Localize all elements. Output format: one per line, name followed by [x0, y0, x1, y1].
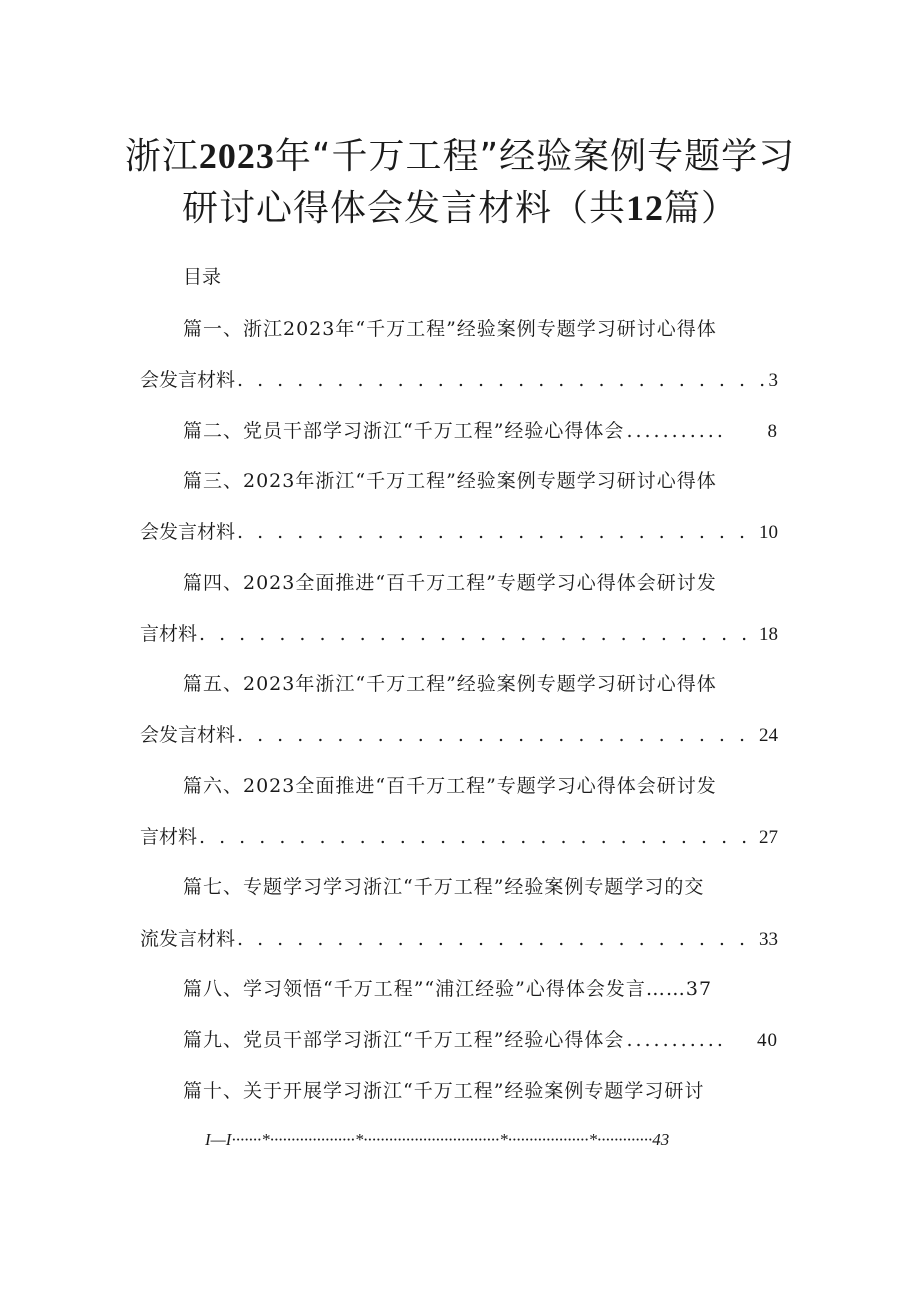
toc-entry-3-line1[interactable]: 篇三、2023年浙江“千万工程”经验案例专题学习研讨心得体: [183, 470, 717, 492]
leader-dots: ...........: [626, 1031, 726, 1050]
toc-entry-text: 篇二、党员干部学习浙江“千万工程”经验心得体会: [183, 420, 625, 442]
toc-entry-3-line2[interactable]: [140, 523, 778, 542]
toc-entry-8[interactable]: 篇八、学习领悟“千万工程”“浦江经验”心得体会发言……37: [183, 978, 713, 1000]
page-number: 3: [768, 370, 778, 391]
toc-entry-text: 会发言材料: [140, 521, 236, 543]
toc-entry-6-line1[interactable]: 篇六、2023全面推进“百千万工程”专题学习心得体会研讨发: [183, 775, 717, 797]
toc-entry-text: 流发言材料: [140, 928, 236, 950]
toc-entry-2[interactable]: [183, 422, 778, 441]
leader-dots: [237, 726, 757, 745]
document-title-line-2: [0, 190, 920, 227]
leader-dots: [237, 371, 766, 390]
page-number: 24: [759, 725, 778, 746]
toc-entry-5-line1[interactable]: 篇五、2023年浙江“千万工程”经验案例专题学习研讨心得体: [183, 673, 717, 695]
toc-entry-1-line1[interactable]: 篇一、浙江2023年“千万工程”经验案例专题学习研讨心得体: [183, 318, 717, 340]
leader-dots: [237, 523, 757, 542]
page-number: 27: [759, 827, 778, 848]
leader-dots: ...........: [626, 422, 726, 441]
page-number: 8: [767, 421, 778, 442]
page-number: 10: [759, 522, 778, 543]
title-text: 研讨心得体会发言材料（共: [181, 188, 626, 229]
toc-entry-5-line2[interactable]: [140, 726, 778, 745]
document-title-line-1: [0, 138, 920, 175]
toc-entry-4-line2[interactable]: [140, 625, 778, 644]
toc-entry-10-line2[interactable]: I—I·······*····················*································*···················*·············43: [205, 1130, 670, 1149]
toc-entry-10-line1[interactable]: 篇十、关于开展学习浙江“千万工程”经验案例专题学习研讨: [183, 1080, 705, 1102]
leader-dots: [199, 625, 757, 644]
page-number: 33: [759, 929, 778, 950]
toc-entry-6-line2[interactable]: [140, 828, 778, 847]
leader-dots: [199, 828, 757, 847]
toc-entry-text: 言材料: [140, 623, 198, 645]
page-number: 18: [759, 624, 778, 645]
title-text: 篇）: [664, 188, 739, 229]
toc-entry-text: 会发言材料: [140, 369, 236, 391]
toc-entry-7-line2[interactable]: [140, 930, 778, 949]
toc-entry-9[interactable]: [183, 1031, 778, 1050]
leader-dots: [237, 930, 757, 949]
title-text: 浙江: [124, 136, 199, 177]
title-year: 2023: [198, 136, 275, 176]
toc-entry-text: 言材料: [140, 826, 198, 848]
title-count: 12: [626, 188, 664, 228]
toc-entry-7-line1[interactable]: 篇七、专题学习学习浙江“千万工程”经验案例专题学习的交: [183, 876, 705, 898]
page-number: 40: [757, 1030, 778, 1051]
toc-entry-text: 篇九、党员干部学习浙江“千万工程”经验心得体会: [183, 1029, 625, 1051]
toc-entry-4-line1[interactable]: 篇四、2023全面推进“百千万工程”专题学习心得体会研讨发: [183, 572, 717, 594]
toc-entry-1-line2[interactable]: [140, 371, 778, 390]
toc-heading: 目录: [183, 266, 222, 288]
toc-entry-text: 会发言材料: [140, 724, 236, 746]
title-text: 年“千万工程”经验案例专题学习: [274, 136, 796, 177]
